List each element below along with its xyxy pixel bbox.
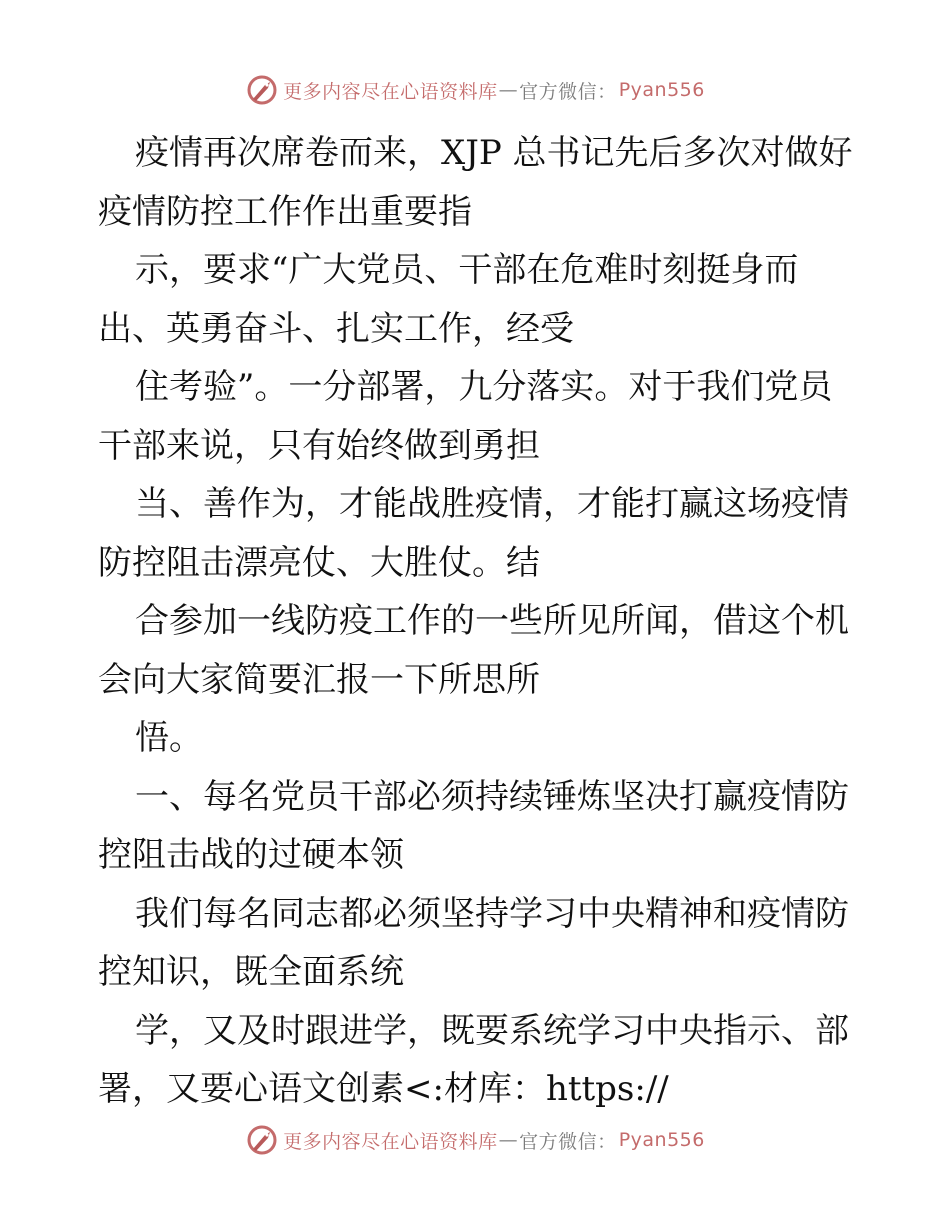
- text-line: 出、英勇奋斗、扎实工作，经受: [98, 308, 574, 349]
- pen-nib-logo-icon: [245, 73, 279, 107]
- text-line: 会向大家简要汇报一下所思所: [98, 659, 540, 700]
- text-line: 住考验”。一分部署，九分落实。对于我们党员: [135, 367, 833, 407]
- header-watermark: [0, 70, 950, 110]
- text-line: 学，又及时跟进学，既要系统学习中央指示、部: [135, 1010, 849, 1051]
- text-line: 我们每名同志都必须坚持学习中央精神和疫情防: [135, 893, 849, 934]
- text-line: 疫情防控工作作出重要指: [98, 191, 472, 232]
- watermark-wechat-id: Pyan556: [618, 1129, 705, 1151]
- text-line: 示，要求“广大党员、干部在危难时刻挺身而: [135, 250, 799, 290]
- document-body: [98, 124, 858, 1119]
- text-line: 干部来说，只有始终做到勇担: [98, 425, 540, 466]
- watermark-sub-text: 官方微信：: [519, 1130, 617, 1153]
- section-heading: 一、每名党员干部必须持续锤炼坚决打赢疫情防: [135, 776, 849, 817]
- watermark-dash: —: [498, 1129, 519, 1151]
- section-heading-continued: 控阻击战的过硬本领: [98, 835, 404, 875]
- footer-watermark: [0, 1120, 950, 1160]
- pen-nib-logo-icon: [245, 1123, 279, 1157]
- watermark-wechat-id: Pyan556: [618, 79, 705, 101]
- watermark-sub-text: 官方微信：: [519, 80, 617, 103]
- watermark-main-text: 更多内容尽在心语资料库: [283, 1130, 498, 1153]
- text-line: 控知识，既全面系统: [98, 952, 404, 992]
- text-line: 防控阻击漂亮仗、大胜仗。结: [98, 542, 540, 583]
- text-line: 合参加一线防疫工作的一些所见所闻，借这个机: [135, 601, 849, 641]
- text-line: 署，又要心语文创素<:材库：https://: [98, 1069, 669, 1109]
- text-line: 当、善作为，才能战胜疫情，才能打赢这场疫情: [135, 484, 849, 524]
- text-line: 悟。: [135, 718, 203, 758]
- text-line: 疫情再次席卷而来，XJP 总书记先后多次对做好: [135, 133, 853, 173]
- watermark-main-text: 更多内容尽在心语资料库: [283, 80, 498, 103]
- watermark-dash: —: [498, 79, 519, 101]
